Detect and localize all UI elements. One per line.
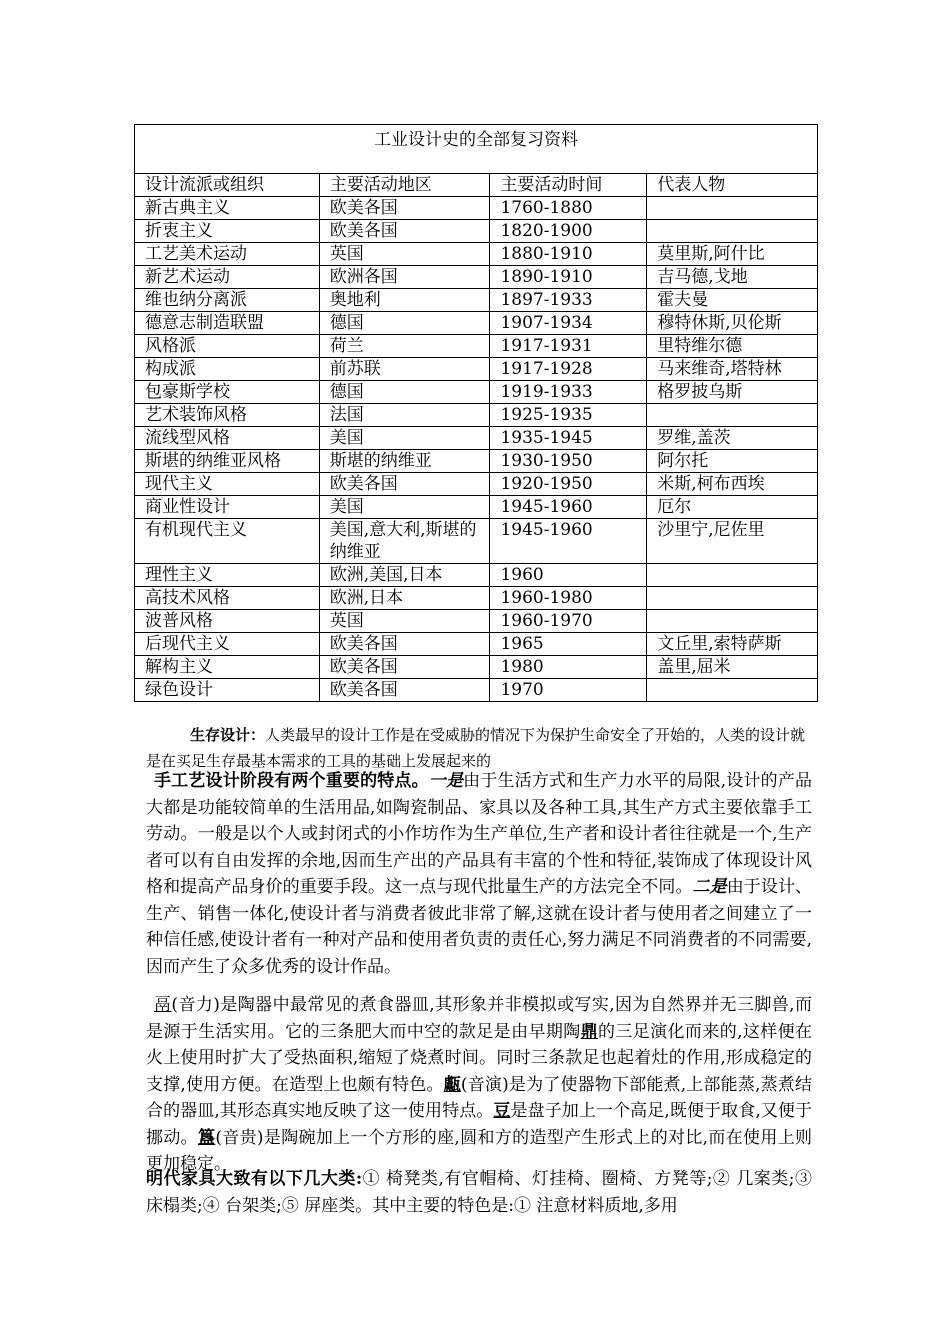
cell: 有机现代主义 — [135, 519, 320, 564]
handicraft-heading: 手工艺设计阶段有两个重要的特点。 — [154, 771, 429, 791]
cell: 新艺术运动 — [135, 266, 320, 289]
ming-furniture-paragraph — [146, 1166, 812, 1219]
table-row — [135, 220, 818, 243]
table-row — [135, 473, 818, 496]
table-row — [135, 633, 818, 656]
table-row — [135, 656, 818, 679]
cell: 1930-1950 — [490, 450, 647, 473]
cell: 解构主义 — [135, 656, 320, 679]
cell: 1760-1880 — [490, 197, 647, 220]
yan-vessel-term: 甗 — [443, 1074, 461, 1095]
cell: 德意志制造联盟 — [135, 312, 320, 335]
yan-vessel-text: (音演)是为了使器物下部能煮,上部能蒸,蒸煮结合的器皿,其形态真实地反映了这一使用特点。 — [146, 1074, 812, 1121]
cell: 高技术风格 — [135, 587, 320, 610]
cell: 斯堪的纳维亚风格 — [135, 450, 320, 473]
cell: 包豪斯学校 — [135, 381, 320, 404]
cell: 1935-1945 — [490, 427, 647, 450]
cell: 穆特休斯,贝伦斯 — [647, 312, 818, 335]
handicraft-paragraph — [146, 768, 812, 980]
table-title: 工业设计史的全部复习资料 — [135, 125, 818, 174]
cell: 1880-1910 — [490, 243, 647, 266]
cell: 后现代主义 — [135, 633, 320, 656]
dou-vessel-text: 是盘子加上一个高足,既便于取食,又便于挪动。 — [146, 1101, 813, 1148]
cell: 米斯,柯布西埃 — [647, 473, 818, 496]
table-row — [135, 679, 818, 702]
cell: 绿色设计 — [135, 679, 320, 702]
cell: 英国 — [319, 243, 490, 266]
survival-design-paragraph — [146, 722, 806, 774]
table-row — [135, 381, 818, 404]
table-row — [135, 450, 818, 473]
cell: 美国 — [319, 496, 490, 519]
cell — [647, 220, 818, 243]
survival-design-text: 人类最早的设计工作是在受威胁的情况下为保护生命安全了开始的，人类的设计就是在买足生存最基本需求的工具的基础上发展起来的 — [146, 726, 806, 770]
li-vessel-text: (音力)是陶器中最常见的煮食器皿,其形象并非模拟或写实,因为自然界并无三脚兽,而是源于生活实用。它的三条肥大而中空的款足是由早期陶 — [146, 995, 812, 1042]
table-row — [135, 404, 818, 427]
cell: 1920-1950 — [490, 473, 647, 496]
gui-vessel-term: 簋 — [197, 1127, 216, 1148]
li-vessel-term: 鬲 — [154, 995, 172, 1015]
cell: 厄尔 — [647, 496, 818, 519]
cell: 1960-1980 — [490, 587, 647, 610]
ding-vessel-term: 鼎 — [580, 1021, 598, 1042]
pottery-paragraph — [146, 992, 812, 1178]
cell: 盖里,屈米 — [647, 656, 818, 679]
dou-vessel-term: 豆 — [493, 1101, 511, 1121]
cell: 马来维奇,塔特林 — [647, 358, 818, 381]
cell: 阿尔托 — [647, 450, 818, 473]
cell: 1945-1960 — [490, 519, 647, 564]
cell: 商业性设计 — [135, 496, 320, 519]
cell: 里特维尔德 — [647, 335, 818, 358]
cell: 沙里宁,尼佐里 — [647, 519, 818, 564]
column-header: 设计流派或组织 — [135, 174, 320, 197]
cell: 折衷主义 — [135, 220, 320, 243]
cell: 欧洲,日本 — [319, 587, 490, 610]
survival-design-label: 生存设计： — [190, 726, 266, 744]
cell: 流线型风格 — [135, 427, 320, 450]
cell: 艺术装饰风格 — [135, 404, 320, 427]
cell: 理性主义 — [135, 564, 320, 587]
cell: 1945-1960 — [490, 496, 647, 519]
cell: 1925-1935 — [490, 404, 647, 427]
first-point-label: 一是 — [428, 771, 464, 791]
table-row — [135, 587, 818, 610]
table-row — [135, 289, 818, 312]
cell: 德国 — [319, 381, 490, 404]
table-row — [135, 266, 818, 289]
cell: 斯堪的纳维亚 — [319, 450, 490, 473]
cell: 文丘里,索特萨斯 — [647, 633, 818, 656]
ming-furniture-heading: 明代家具大致有以下几大类: — [146, 1169, 363, 1189]
cell: 欧美各国 — [319, 197, 490, 220]
cell: 奥地利 — [319, 289, 490, 312]
cell: 欧洲,美国,日本 — [319, 564, 490, 587]
cell: 法国 — [319, 404, 490, 427]
cell — [647, 197, 818, 220]
cell: 现代主义 — [135, 473, 320, 496]
table-row — [135, 197, 818, 220]
cell: 莫里斯,阿什比 — [647, 243, 818, 266]
cell: 1960 — [490, 564, 647, 587]
column-header: 代表人物 — [647, 174, 818, 197]
cell: 德国 — [319, 312, 490, 335]
table-row — [135, 610, 818, 633]
cell: 风格派 — [135, 335, 320, 358]
cell: 吉马德,戈地 — [647, 266, 818, 289]
cell: 1970 — [490, 679, 647, 702]
cell — [647, 404, 818, 427]
cell: 1917-1931 — [490, 335, 647, 358]
table-row — [135, 335, 818, 358]
table-row — [135, 427, 818, 450]
ding-vessel-text: 的三足演化而来的,这样便在火上使用时扩大了受热面积,缩短了烧煮时间。同时三条款足也起着灶的作用,形成稳定的支撑,使用方便。在造型上也颇有特色。 — [146, 1021, 813, 1095]
table-row — [135, 243, 818, 266]
table-row — [135, 496, 818, 519]
table-title-row — [135, 125, 818, 174]
column-header: 主要活动时间 — [490, 174, 647, 197]
cell: 欧美各国 — [319, 679, 490, 702]
cell: 1917-1928 — [490, 358, 647, 381]
cell: 前苏联 — [319, 358, 490, 381]
design-history-table — [134, 124, 818, 702]
cell: 美国,意大利,斯堪的纳维亚 — [319, 519, 490, 564]
cell: 1960-1970 — [490, 610, 647, 633]
cell: 1897-1933 — [490, 289, 647, 312]
cell: 波普风格 — [135, 610, 320, 633]
cell: 罗维,盖茨 — [647, 427, 818, 450]
second-point-text: 由于设计、生产、销售一体化,使设计者与消费者彼此非常了解,这就在设计者与使用者之间建立了一种信任感,使设计者有一种对产品和使用者负责的责任心,努力满足不同消费者的不同需要,因而产生了众多优秀的设计作品。 — [146, 877, 813, 977]
table-row — [135, 519, 818, 564]
cell: 1890-1910 — [490, 266, 647, 289]
ming-furniture-text: ① 椅凳类,有官帽椅、灯挂椅、圈椅、方凳等;② 几案类;③ 床榻类;④ 台架类;⑤ 屏座类。其中主要的特色是:① 注意材料质地,多用 — [146, 1169, 813, 1216]
cell — [647, 564, 818, 587]
table-row — [135, 358, 818, 381]
cell — [647, 587, 818, 610]
column-header: 主要活动地区 — [319, 174, 490, 197]
cell: 美国 — [319, 427, 490, 450]
table-row — [135, 312, 818, 335]
cell: 欧美各国 — [319, 220, 490, 243]
cell: 新古典主义 — [135, 197, 320, 220]
cell: 欧美各国 — [319, 473, 490, 496]
gui-vessel-text: (音贵)是陶碗加上一个方形的座,圆和方的造型产生形式上的对比,而在使用上则更加稳定。 — [146, 1127, 813, 1174]
cell: 工艺美术运动 — [135, 243, 320, 266]
cell: 1965 — [490, 633, 647, 656]
first-point-text: 由于生活方式和生产力水平的局限,设计的产品大都是功能较简单的生活用品,如陶瓷制品、家具以及各种工具,其生产方式主要依靠手工劳动。一般是以个人或封闭式的小作坊作为生产单位,生产者和设计者往往就是一个,生产者可以有自由发挥的余地,因而生产出的产品具有丰富的个性和特征,装饰成了体现设计风格和提高产品身价的重要手段。这一点与现代批量生产的方法完全不同。 — [146, 771, 813, 897]
cell: 荷兰 — [319, 335, 490, 358]
cell: 维也纳分离派 — [135, 289, 320, 312]
cell: 1980 — [490, 656, 647, 679]
table-row — [135, 564, 818, 587]
cell: 1820-1900 — [490, 220, 647, 243]
cell: 格罗披乌斯 — [647, 381, 818, 404]
cell: 1919-1933 — [490, 381, 647, 404]
cell: 欧美各国 — [319, 633, 490, 656]
cell — [647, 679, 818, 702]
second-point-label: 二是 — [692, 877, 727, 897]
cell: 欧美各国 — [319, 656, 490, 679]
cell: 英国 — [319, 610, 490, 633]
cell: 1907-1934 — [490, 312, 647, 335]
cell: 霍夫曼 — [647, 289, 818, 312]
cell: 构成派 — [135, 358, 320, 381]
cell: 欧洲各国 — [319, 266, 490, 289]
cell — [647, 610, 818, 633]
table-header-row — [135, 174, 818, 197]
